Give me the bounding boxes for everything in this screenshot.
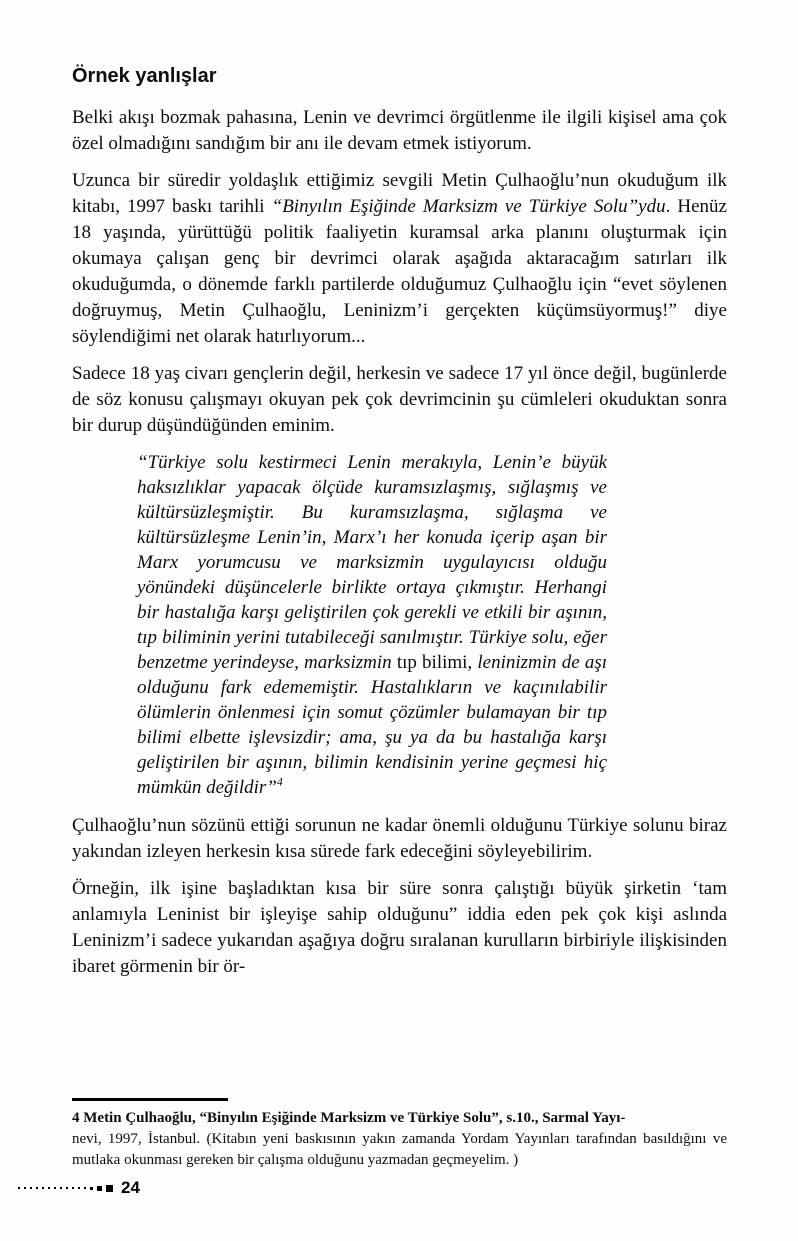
footnote-text: 4 Metin Çulhaoğlu, “Binyılın Eşiğinde Marksizm ve Türkiye Solu”, s.10., Sarmal Yayı- nevi, 1997, İstanbul. (Kitabın yeni baskısının yakın zamanda Yordam Yayınları tarafından basıldığını ve mutlaka okunması gereken bir çalışma olduğunu yazmadan geçmeyelim. ) bbox=[72, 1110, 727, 1168]
footnote-separator-rule bbox=[72, 1098, 228, 1101]
body-paragraph: Belki akışı bozmak pahasına, Lenin ve devrimci örgütlenme ile ilgili kişisel ama çok özel olmadığını sandığım bir anı ile devam etmek istiyorum. bbox=[72, 107, 727, 154]
footer-square-decoration bbox=[90, 1187, 93, 1190]
body-paragraph: Sadece 18 yaş civarı gençlerin değil, herkesin ve sadece 17 yıl önce değil, bugünlerde de söz konusu çalışmayı okuyan pek çok devrimcinin şu cümleleri okuduktan sonra bir durup düşündüğünden eminim. bbox=[72, 363, 727, 436]
footnote-block bbox=[72, 1098, 727, 1171]
block-quote: “Türkiye solu kestirmeci Lenin merakıyla, Lenin’e büyük haksızlıklar yapacak ölçüde kuramsızlaşmış, sığlaşmış ve kültürsüzleşmiştir. Bu kuramsızlaşma, sığlaşma ve kültürsüzleşme Lenin’in, Marx’ı her konuda içerip aşan bir Marx yorumcusu ve marksizmin uygulayıcısı olduğu yönündeki düşüncelerle birlikte ortaya çıkmıştır. Herhangi bir hastalığa karşı geliştirilen çok gerekli ve etkili bir aşının, tıp biliminin yerini tutabileceği sanılmıştır. Türkiye solu, eğer benzetme yerindeyse, marksizmin tıp bilimi, leninizmin de aşı olduğunu fark edememiştir. Hastalıkların ve kaçınılabilir ölümlerin önlenmesi için somut çözümler bulamayan bir tıp bilimi elbette işlevsizdir; ama, şu ya da bu hastalığa karşı geliştirilen bir aşının, bilimin kendisinin yerine geçmesi hiç mümkün değildir”$^4$ bbox=[137, 452, 608, 798]
page-footer bbox=[18, 1178, 140, 1198]
body-paragraph: Örneğin, ilk işine başladıktan kısa bir süre sonra çalıştığı büyük şirketin ‘tam anlamıyla Leninist bir işleyişe sahip olduğunu” iddia eden pek çok kişi aslında Leninizm’i sadece yukarıdan aşağıya doğru sıralanan kurulların birbiriyle ilişkisinden ibaret görmenin bir ör- bbox=[72, 878, 727, 977]
body-paragraph: Çulhaoğlu’nun sözünü ettiği sorunun ne kadar önemli olduğunu Türkiye solunu biraz yakından izleyen herkesin kısa sürede fark edeceğini söyleyebilirim. bbox=[72, 815, 727, 862]
footer-dots-decoration bbox=[18, 1187, 86, 1189]
body-paragraph: Uzunca bir süredir yoldaşlık ettiğimiz sevgili Metin Çulhaoğlu’nun okuduğum ilk kitabı, 1997 baskı tarihli “Binyılın Eşiğinde Marksizm ve Türkiye Solu”ydu. Henüz 18 yaşında, yürüttüğü politik faaliyetin kuramsal arka planını oluşturmak için okumaya çalışan genç bir devrimci olarak aşağıda aktaracağım satırları ilk okuduğumda, o dönemde farklı partilerde olduğumuz Çulhaoğlu için “evet söylenen doğruymuş, Metin Çulhaoğlu, Leninizm’i gerçekten küçümsüyormuş!” diye söylendiğimi net olarak hatırlıyorum... bbox=[72, 170, 727, 347]
page-number: 24 bbox=[121, 1178, 140, 1197]
footer-square-decoration bbox=[97, 1186, 102, 1191]
footer-square-decoration bbox=[106, 1185, 113, 1192]
section-heading: Örnek yanlışlar bbox=[72, 65, 217, 87]
